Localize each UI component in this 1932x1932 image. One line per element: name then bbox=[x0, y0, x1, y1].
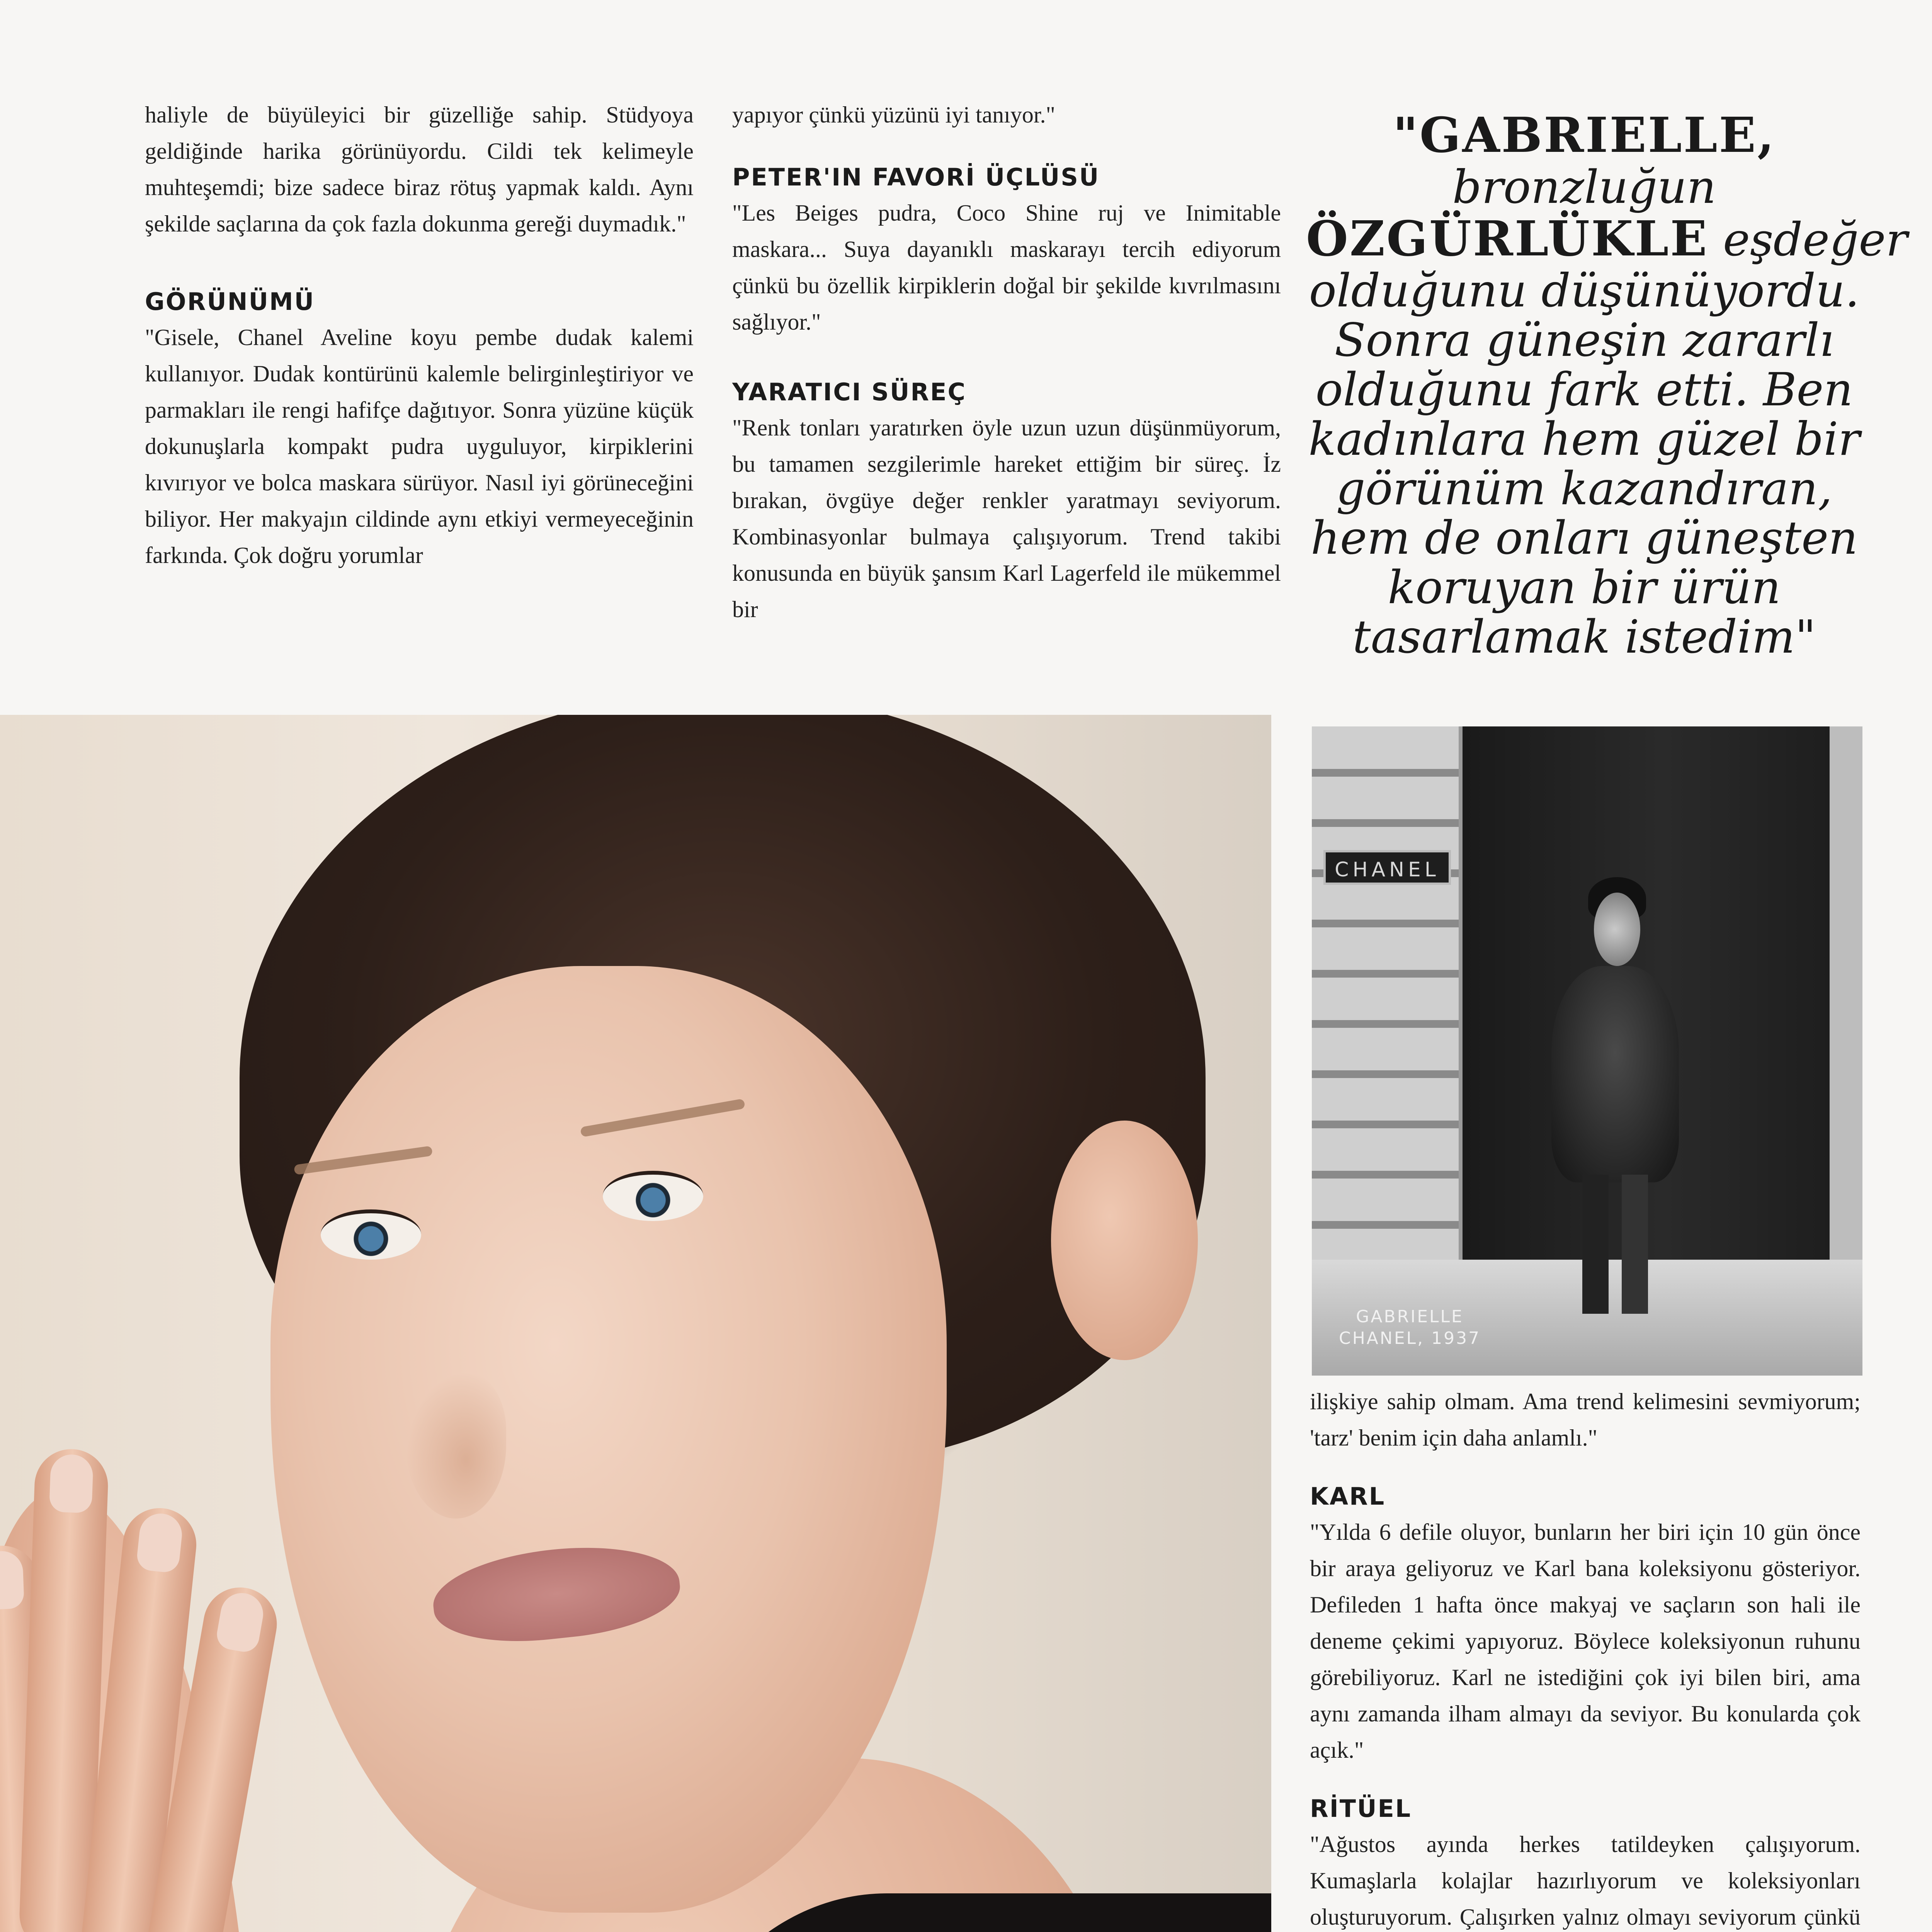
pull-quote-line: kadınlara hem güzel bir bbox=[1308, 412, 1860, 466]
pull-quote-line: tasarlamak istedim" bbox=[1352, 610, 1816, 663]
text-column-middle bbox=[732, 97, 1281, 628]
paragraph-gorunumu: "Gisele, Chanel Aveline koyu pembe dudak kalemi kullanıyor. Dudak kontürünü kalemle belirginleştiriyor ve parmakları ile rengi hafifçe dağıtıyor. Sonra yüzüne küçük dokunuşlarla kompakt pudra uyguluyor, kirpiklerini kıvırıyor ve bolca maskara sürüyor. Nasıl iyi görüneceğini biliyor. Her makyajın cildinde aynı etkiyi vermeyeceğinin farkında. Çok doğru yorumlar bbox=[145, 325, 694, 568]
portrait-photo bbox=[0, 715, 1271, 1932]
section-heading-gorunumu: GÖRÜNÜMÜ bbox=[145, 287, 315, 316]
paragraph-karl: "Yılda 6 defile oluyor, bunların her biri için 10 gün önce bir araya geliyoruz ve Karl bana koleksiyonu gösteriyor. Defileden 1 hafta önce makyaj ve saçların son hali ile deneme çekimi yapıyoruz. Böylece koleksiyonun ruhunu görebiliyoruz. Karl ne istediğini çok iyi bilen biri, ama aynı zamanda ilham almayı da seviyor. Bu konularda çok açık." bbox=[1310, 1519, 1861, 1763]
pull-quote-line: olduğunu düşünüyordu. bbox=[1309, 264, 1860, 317]
text-column-left bbox=[145, 97, 694, 573]
paragraph-intro-left: haliyle de büyüleyici bir güzelliğe sahip. Stüdyoya geldiğinde harika görünüyordu. Cildi tek kelimeyle muhteşemdi; bize sadece biraz rötuş yapmak kaldı. Aynı şekilde saçlarına da çok fazla dokunma gereği duymadık." bbox=[145, 102, 694, 236]
pull-quote-line: Sonra güneşin zararlı bbox=[1334, 313, 1834, 367]
pull-quote-emphasis: ÖZGÜRLÜKLE bbox=[1306, 211, 1709, 267]
portrait-ear bbox=[1051, 1121, 1198, 1360]
photo-caption bbox=[1339, 1306, 1481, 1349]
paragraph-intro-middle: yapıyor çünkü yüzünü iyi tanıyor." bbox=[732, 102, 1056, 128]
pull-quote-line: hem de onları güneşten bbox=[1310, 511, 1858, 565]
section-heading-favori-uclusu: PETER'IN FAVORİ ÜÇLÜSÜ bbox=[732, 163, 1100, 191]
section-heading-rituel: RİTÜEL bbox=[1310, 1794, 1412, 1823]
storefront-sign: CHANEL bbox=[1323, 850, 1451, 885]
section-heading-karl: KARL bbox=[1310, 1482, 1386, 1510]
pull-quote-line: görünüm kazandıran, bbox=[1336, 462, 1833, 515]
portrait-eye-right bbox=[603, 1171, 703, 1221]
portrait-face bbox=[270, 966, 947, 1913]
pull-quote-line: olduğunu fark etti. Ben bbox=[1315, 363, 1853, 416]
pull-quote bbox=[1306, 107, 1908, 663]
historic-photo-wall bbox=[1312, 726, 1459, 1267]
pull-quote-line: bronzluğun bbox=[1452, 160, 1716, 214]
historic-photo-column bbox=[1830, 726, 1862, 1267]
section-heading-yaratici-surec: YARATICI SÜREÇ bbox=[732, 378, 966, 406]
paragraph-favori-uclusu: "Les Beiges pudra, Coco Shine ruj ve Inimitable maskara... Suya dayanıklı maskarayı tercih ediyorum çünkü bu özellik kirpiklerin doğal bir şekilde kıvrılmasını sağlıyor." bbox=[732, 200, 1281, 335]
photo-caption-name: GABRIELLE bbox=[1356, 1307, 1464, 1327]
portrait-nose bbox=[406, 1372, 506, 1519]
historic-figure-legs bbox=[1582, 1175, 1648, 1314]
paragraph-intro-right: ilişkiye sahip olmam. Ama trend kelimesini sevmiyorum; 'tarz' benim için daha anlamlı." bbox=[1310, 1389, 1861, 1451]
text-column-right bbox=[1310, 1383, 1861, 1932]
historic-figure-coat bbox=[1551, 966, 1679, 1182]
portrait-eye-left bbox=[321, 1209, 421, 1260]
historic-photo bbox=[1312, 726, 1862, 1376]
paragraph-rituel: "Ağustos ayında herkes tatildeyken çalışıyorum. Kumaşlarla kolajlar hazırlıyorum ve koleksiyonları oluşturuyorum. Çalışırken yalnız olmayı seviyorum çünkü bbox=[1310, 1832, 1861, 1930]
pull-quote-line: eşdeğer bbox=[1708, 213, 1908, 266]
paragraph-yaratici-surec: "Renk tonları yaratırken öyle uzun uzun düşünmüyorum, bu tamamen sezgilerimle hareket ettiğim bir süreç. İz bırakan, övgüye değer renkler yaratmayı seviyorum. Kombinasyonlar bulmaya çalışıyorum. Trend takibi konusunda en büyük şansım Karl Lagerfeld ile mükemmel bir bbox=[732, 415, 1281, 622]
historic-figure-head bbox=[1594, 893, 1640, 966]
photo-caption-date: CHANEL, 1937 bbox=[1339, 1328, 1481, 1348]
pull-quote-line: "GABRIELLE, bbox=[1393, 107, 1776, 163]
pull-quote-line: koruyan bir ürün bbox=[1388, 561, 1781, 614]
